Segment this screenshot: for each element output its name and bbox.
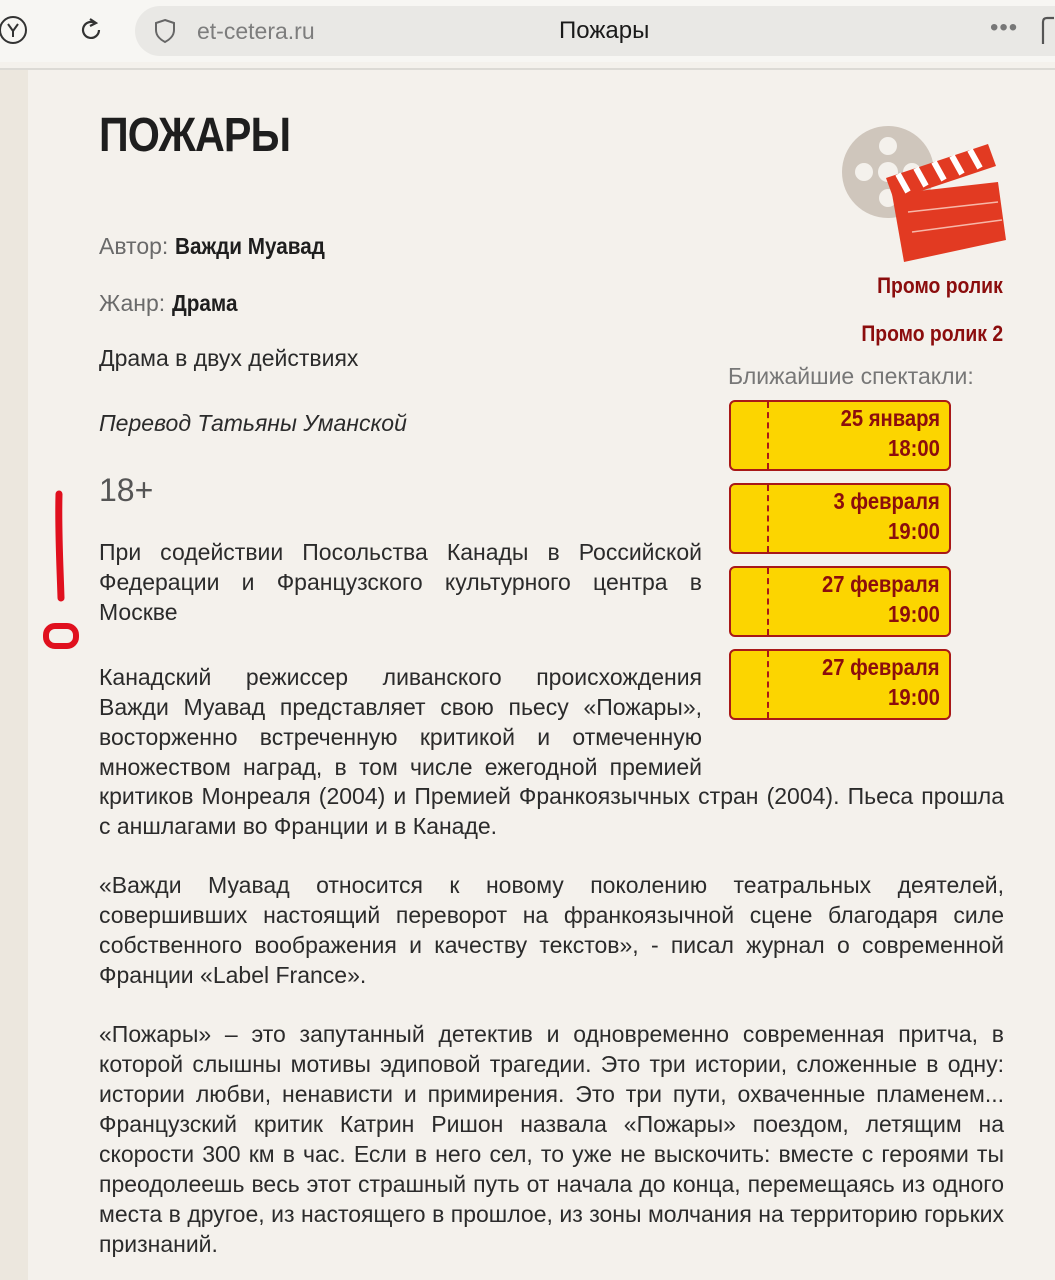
support-paragraph: При содействии Посольства Канады в Российской Федерации и Французского культурного центра в Москве — [99, 539, 702, 625]
show-time: 19:00 — [888, 601, 940, 627]
ticket-perforation — [767, 568, 769, 635]
para1-line: Важди Муавад представляет свою пьесу «Пожары», — [99, 694, 702, 720]
show-date: 3 февраля — [833, 488, 940, 514]
genre-line — [99, 290, 244, 317]
promo-video-2-link[interactable]: Промо ролик 2 — [861, 321, 1003, 346]
page-margin — [0, 70, 28, 1280]
para1-line: восторженно встреченную критикой и отмеченную — [99, 724, 702, 750]
page-title: ПОЖАРЫ — [99, 109, 291, 162]
ticket-show[interactable] — [729, 400, 951, 471]
ticket-perforation — [767, 485, 769, 552]
more-menu-icon[interactable]: ••• — [990, 14, 1019, 41]
reader-icon[interactable] — [1041, 16, 1055, 51]
film-clapper-icon[interactable] — [838, 122, 1008, 267]
show-date: 27 февраля — [822, 571, 940, 597]
para1-rest: критиков Монреаля (2004) и Премией Франкоязычных стран (2004). Пьеса прошла с аншлагами во Франции и в Канаде. — [99, 783, 1004, 839]
translation-credit: Перевод Татьяны Уманской — [99, 410, 407, 436]
shield-icon[interactable] — [153, 18, 177, 49]
para1-line: множеством наград, в том числе ежегодной премией — [99, 754, 702, 780]
author-label: Автор: — [99, 233, 169, 259]
play-subtitle: Драма в двух действиях — [99, 345, 359, 371]
age-rating: 18+ — [99, 472, 154, 508]
show-date: 27 февраля — [822, 654, 940, 680]
promo-video-link[interactable]: Промо ролик — [877, 273, 1003, 298]
genre-label: Жанр: — [99, 290, 166, 316]
yandex-icon[interactable] — [0, 13, 30, 47]
ticket-perforation — [767, 651, 769, 718]
ticket-show[interactable] — [729, 566, 951, 637]
description-paragraph-2: «Важди Муавад относится к новому поколению театральных деятелей, совершивших настоящий переворот на франкоязычной сцене благодаря силе собственного воображения и качеству текстов», - писал журнал о современной Франции «Label France». — [99, 872, 1004, 988]
show-date: 25 января — [840, 405, 940, 431]
ticket-show[interactable] — [729, 649, 951, 720]
upcoming-shows-label: Ближайшие спектакли: — [728, 363, 974, 389]
para1-line: Канадский режиссер ливанского происхождения — [99, 664, 702, 690]
address-bar[interactable] — [135, 6, 1055, 56]
ticket-perforation — [767, 402, 769, 469]
tab-title: Пожары — [559, 17, 650, 44]
show-time: 19:00 — [888, 518, 940, 544]
reload-icon[interactable] — [74, 13, 108, 47]
author-link[interactable]: Важди Муавад — [174, 233, 325, 259]
description-paragraph-3: «Пожары» – это запутанный детектив и одновременно современная притча, в которой слышны мотивы эдиповой трагедии. Это три истории, сложенные в одну: истории любви, ненависти и примирения. Это три пути, охваченные пламенем... Французский критик Катрин Ришон назвала «Пожары» поездом, летящим на скорости 300 км в час. Если в него сел, то уже не выскочить: вместе с героями ты преодолеешь весь этот страшный путь от начала до конца, перемещаясь из одного места в другое, из настоящего в прошлое, из зоны молчания на территорию горьких признаний. — [99, 1021, 1004, 1257]
browser-toolbar — [0, 0, 1055, 62]
url-text[interactable]: et-cetera.ru — [197, 18, 315, 44]
show-time: 18:00 — [888, 435, 940, 461]
genre-value: Драма — [171, 290, 238, 316]
show-time: 19:00 — [888, 684, 940, 710]
ticket-show[interactable] — [729, 483, 951, 554]
red-annotation-mark — [40, 490, 80, 660]
author-line — [99, 233, 341, 260]
